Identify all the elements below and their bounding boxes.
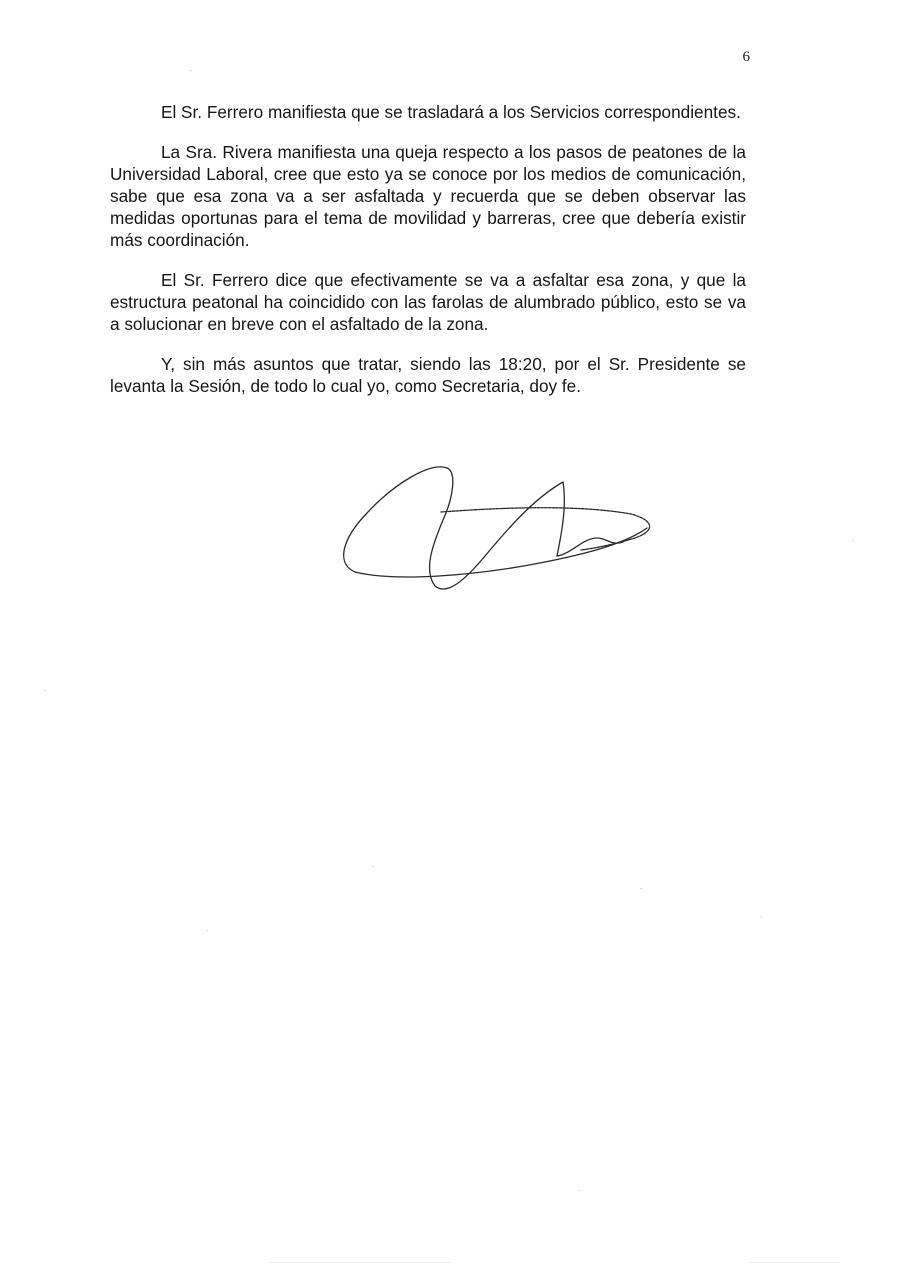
paragraph-rivera-queja: La Sra. Rivera manifiesta una queja respecto a los pasos de peatones de la Universidad Laboral, cree que esto ya se conoce por los medios de comunicación, sabe que esa zona va a ser asfaltada y recuerda que se deben observar las medidas oportunas para el tema de movilidad y barreras, cree que debería existir más coordinación. [110,142,746,250]
page-number: 6 [742,49,750,65]
paragraph-ferrero-servicios: El Sr. Ferrero manifiesta que se trasladará a los Servicios correspondientes. [161,102,741,122]
paragraph-ferrero-asfaltado: El Sr. Ferrero dice que efectivamente se va a asfaltar esa zona, y que la estructura peatonal ha coincidido con las farolas de alumbrado público, esto se va a solucionar en breve con el asfaltado de la zona. [110,270,746,334]
handwritten-signature [335,458,655,598]
document-body [110,101,746,415]
paragraph-cierre-sesion: Y, sin más asuntos que tratar, siendo las 18:20, por el Sr. Presidente se levanta la Sesión, de todo lo cual yo, como Secretaria, doy fe. [110,354,746,396]
